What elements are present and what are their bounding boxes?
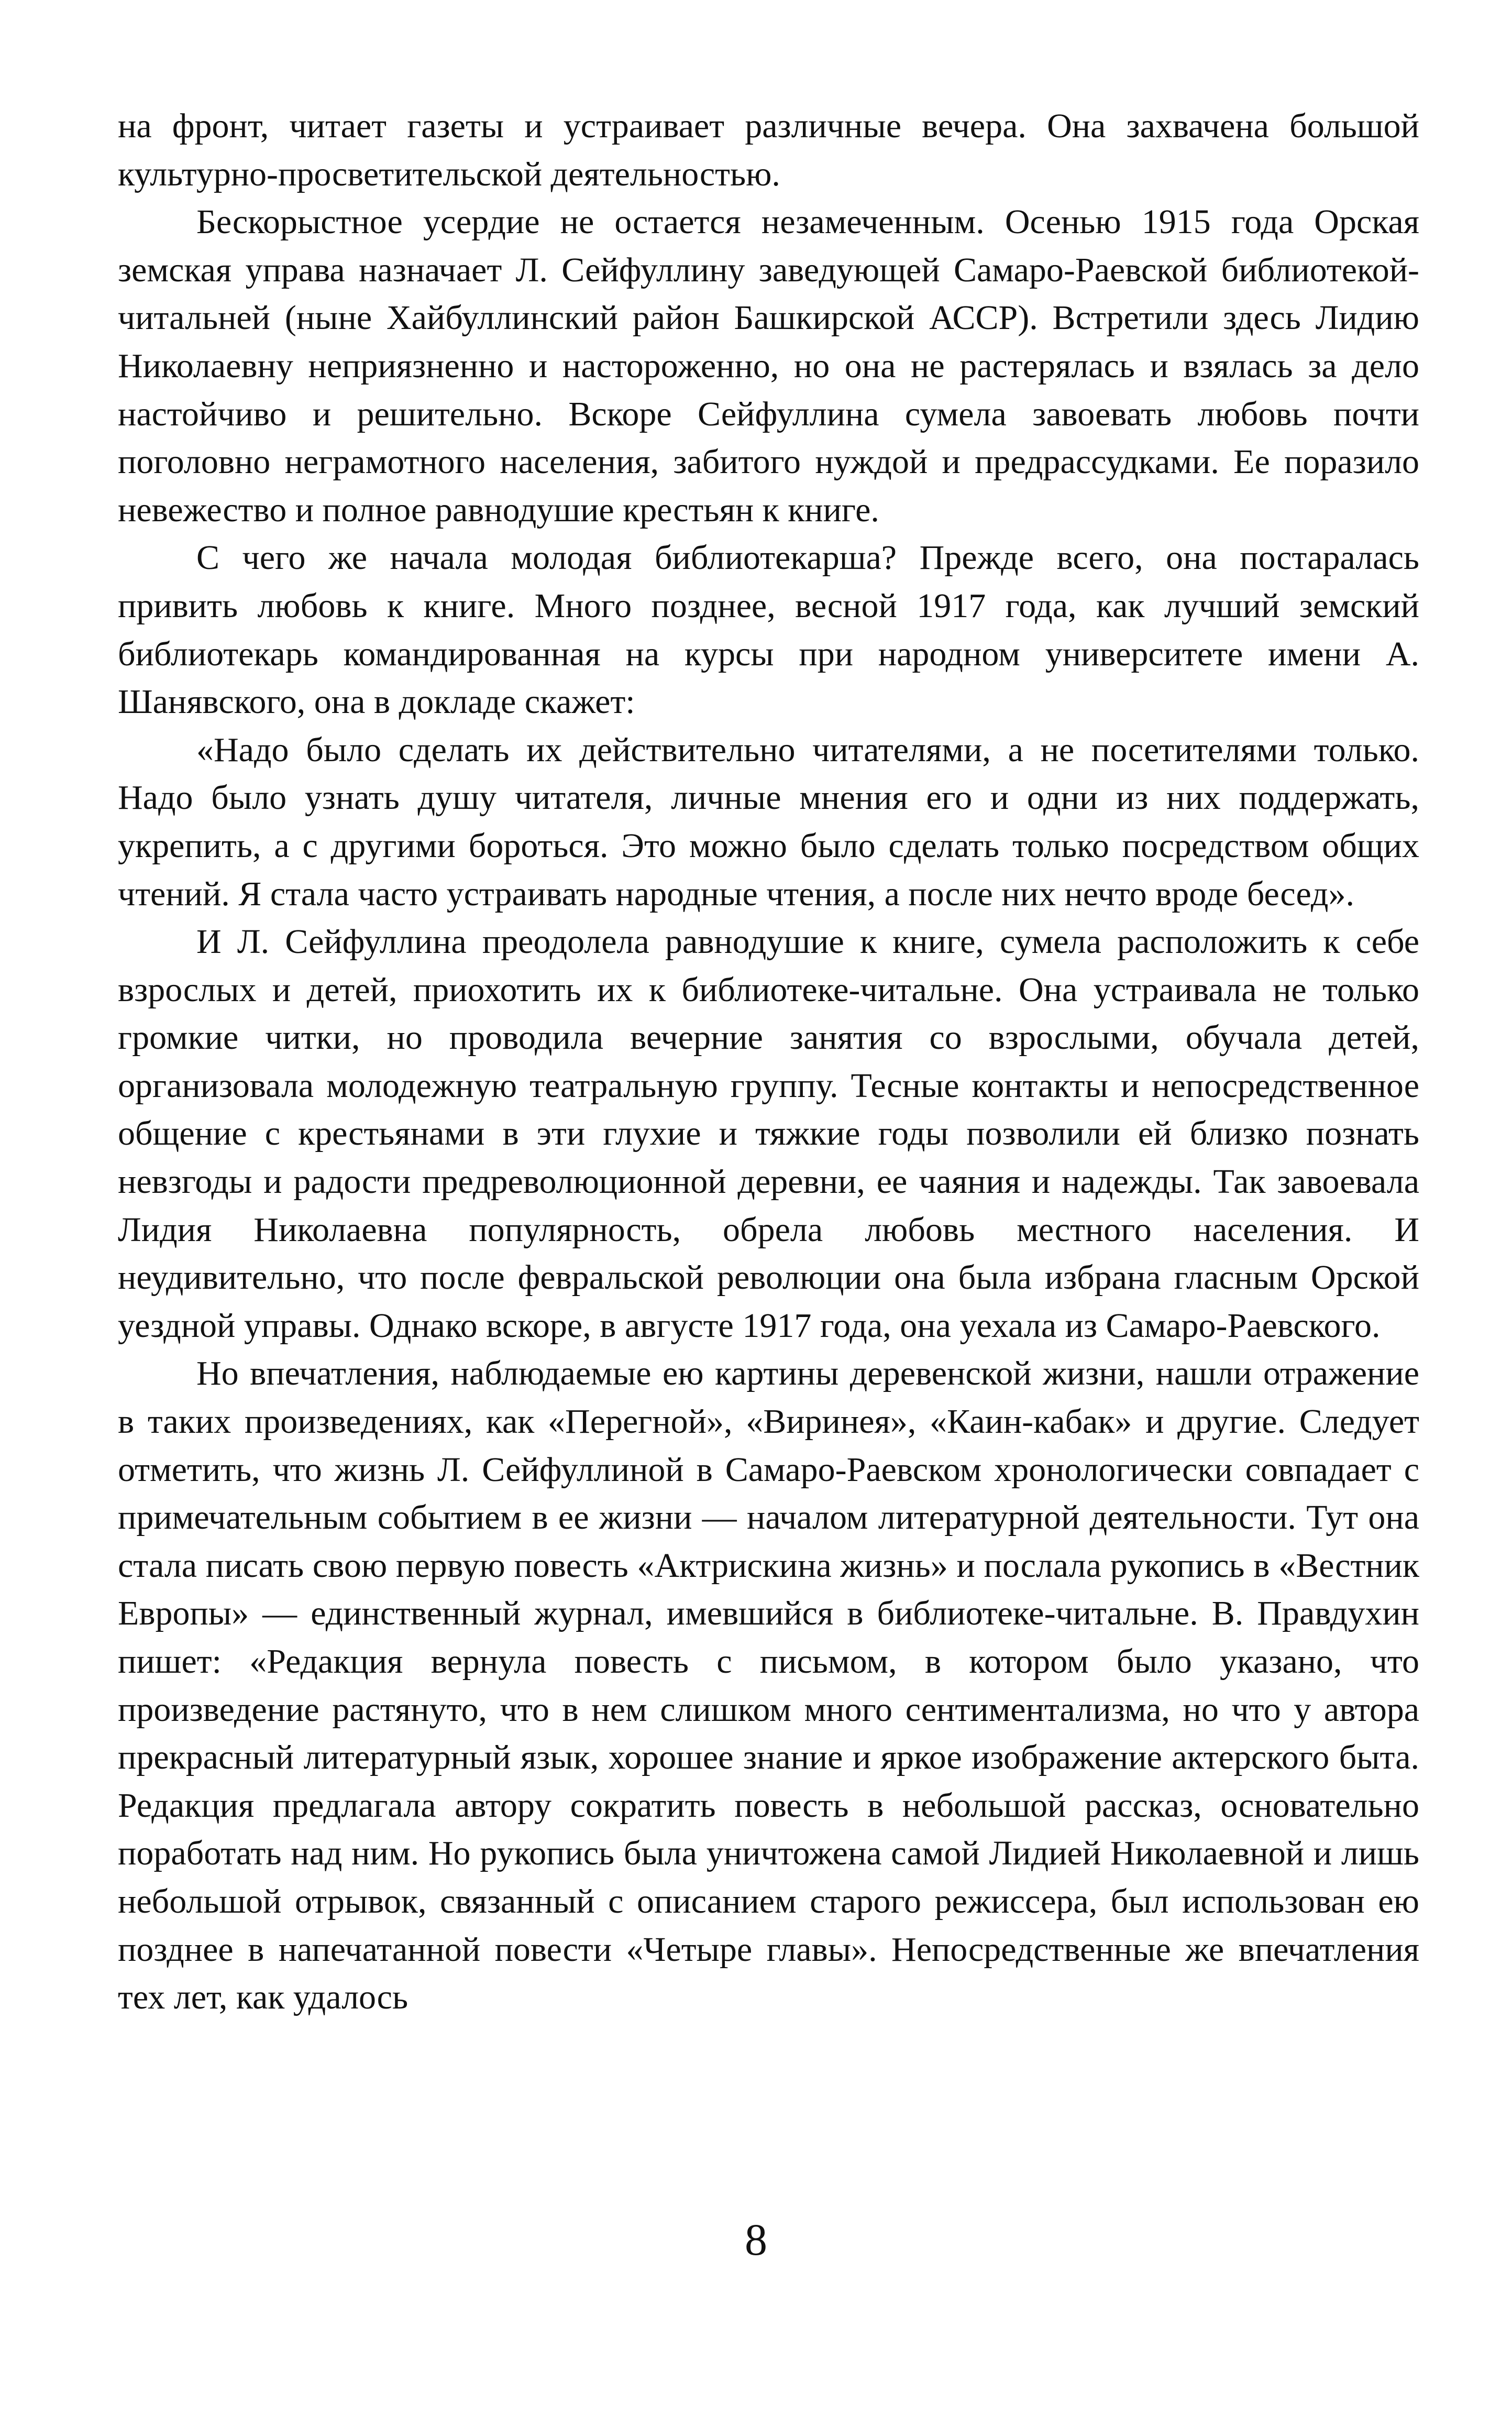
page-number: 8 <box>745 2214 767 2265</box>
page-body <box>118 102 1419 2407</box>
paragraph-1: на фронт, читает газеты и устраивает различные вечера. Она захвачена большой культурно-просветительской деятельностью. <box>118 107 1419 193</box>
paragraph-2: Бескорыстное усердие не остается незамеченным. Осенью 1915 года Орская земская управа назначает Л. Сейфуллину заведующей Самаро-Раевской библиотекой-читальней (ныне Хайбуллинский район Башкирской АССР). Встретили здесь Лидию Николаевну неприязненно и настороженно, но она не растерялась и взялась за дело настойчиво и решительно. Вскоре Сейфуллина сумела завоевать любовь почти поголовно неграмотного населения, забитого нуждой и предрассудками. Ее поразило невежество и полное равнодушие крестьян к книге. <box>118 203 1419 529</box>
paragraph-6: Но впечатления, наблюдаемые ею картины деревенской жизни, нашли отражение в таких произведениях, как «Перегной», «Виринея», «Каин-кабак» и другие. Следует отметить, что жизнь Л. Сейфуллиной в Самаро-Раевском хронологически совпадает с примечательным событием в ее жизни — началом литературной деятельности. Тут она стала писать свою первую повесть «Актрискина жизнь» и послала рукопись в «Вестник Европы» — единственный журнал, имевшийся в библиотеке-читальне. В. Правдухин пишет: «Редакция вернула повесть с письмом, в котором было указано, что произведение растянуто, что в нем слишком много сентиментализма, но что у автора прекрасный литературный язык, хорошее знание и яркое изображение актерского быта. Редакция предлагала автору сократить повесть в небольшой рассказ, основательно поработать над ним. Но рукопись была уничтожена самой Лидией Николаевной и лишь небольшой отрывок, связанный с описанием старого режиссера, был использован ею позднее в напечатанной повести «Четыре главы». Непосредственные же впечатления тех лет, как удалось <box>118 1354 1419 2017</box>
quote-paragraph: «Надо было сделать их действительно читателями, а не посетителями только. Надо было узнать душу читателя, личные мнения его и одни из них поддержать, укрепить, а с другими бороться. Это можно было сделать только посредством общих чтений. Я стала часто устраивать народные чтения, а после них нечто вроде бесед». <box>118 730 1419 913</box>
paragraph-5: И Л. Сейфуллина преодолела равнодушие к книге, сумела расположить к себе взрослых и детей, приохотить их к библиотеке-читальне. Она устраивала не только громкие читки, но проводила вечерние занятия со взрослыми, обучала детей, организовала молодежную театральную группу. Тесные контакты и непосредственное общение с крестьянами в эти глухие и тяжкие годы позволили ей близко познать невзгоды и радости предреволюционной деревни, ее чаяния и надежды. Так завоевала Лидия Николаевна популярность, обрела любовь местного населения. И неудивительно, что после февральской революции она была избрана гласным Орской уездной управы. Однако вскоре, в августе 1917 года, она уехала из Самаро-Раевского. <box>118 923 1419 1345</box>
paragraph-3: С чего же начала молодая библиотекарша? Прежде всего, она постаралась привить любовь к книге. Много позднее, весной 1917 года, как лучший земский библиотекарь командированная на курсы при народном университете имени А. Шанявского, она в докладе скажет: <box>118 539 1419 721</box>
